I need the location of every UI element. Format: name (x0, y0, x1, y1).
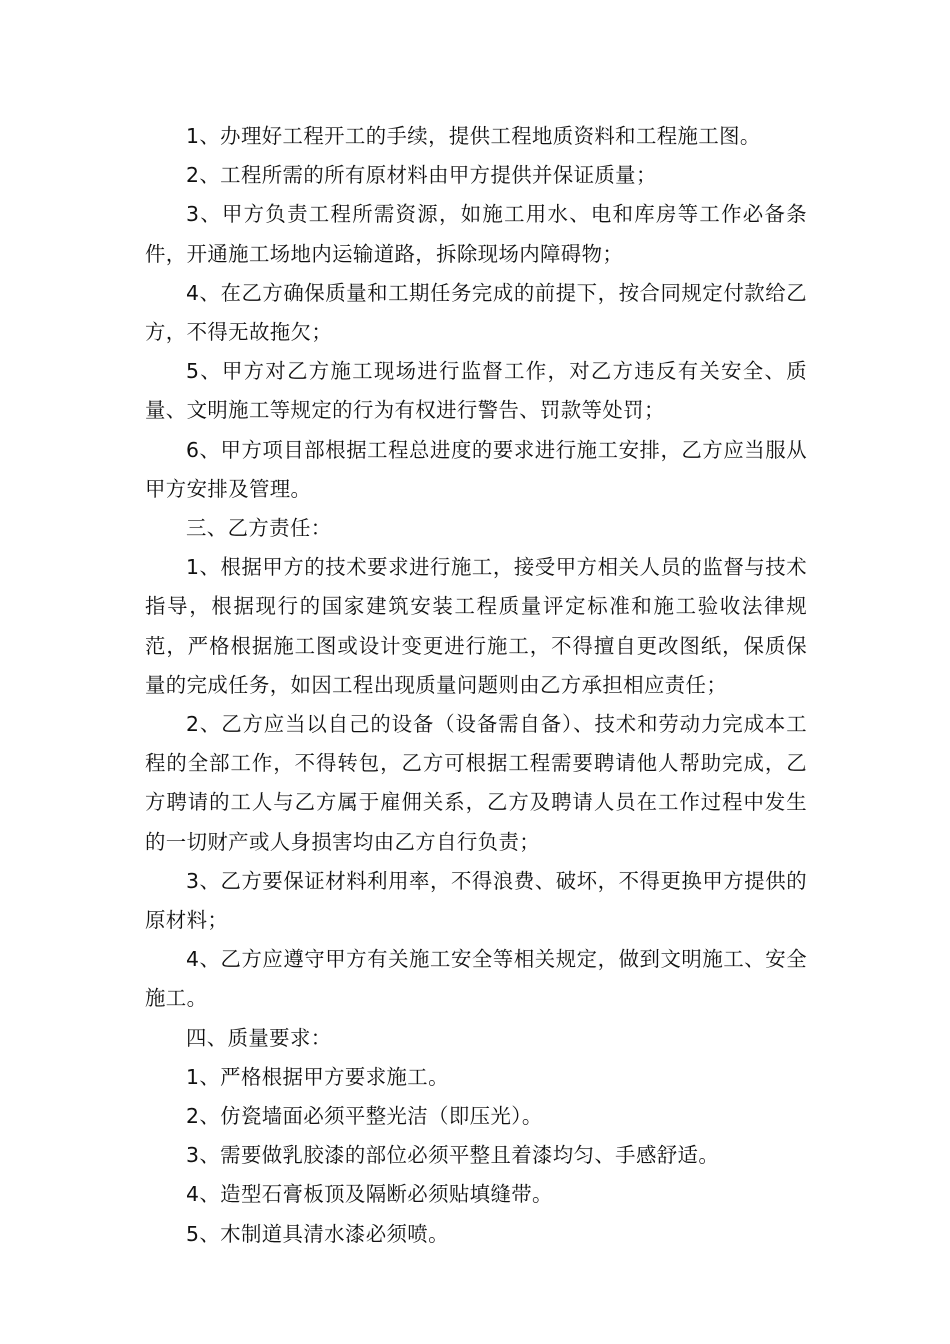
paragraph: 1、办理好工程开工的手续，提供工程地质资料和工程施工图。 (186, 124, 761, 148)
paragraph: 3、乙方要保证材料利用率，不得浪费、破坏，不得更换甲方提供的原材料； (145, 868, 807, 933)
document-body (145, 117, 807, 1254)
paragraph: 1、严格根据甲方要求施工。 (186, 1064, 449, 1089)
paragraph: 2、仿瓷墙面必须平整光洁（即压光）。 (186, 1104, 543, 1129)
paragraph: 4、造型石膏板顶及隔断必须贴填缝带。 (186, 1182, 553, 1207)
paragraph: 4、在乙方确保质量和工期任务完成的前提下，按合同规定付款给乙方，不得无故拖欠； (145, 280, 807, 345)
paragraph: 4、乙方应遵守甲方有关施工安全等相关规定，做到文明施工、安全施工。 (145, 947, 807, 1011)
paragraph: 2、工程所需的所有原材料由甲方提供并保证质量； (186, 163, 657, 188)
paragraph: 5、甲方对乙方施工现场进行监督工作，对乙方违反有关安全、质量、文明施工等规定的行为有权进行警告、罚款等处罚； (145, 359, 807, 423)
paragraph: 5、木制道具清水漆必须喷。 (186, 1221, 449, 1246)
paragraph: 3、需要做乳胶漆的部位必须平整且着漆均匀、手感舒适。 (186, 1143, 720, 1168)
paragraph: 6、甲方项目部根据工程总进度的要求进行施工安排，乙方应当服从甲方安排及管理。 (145, 437, 807, 501)
section-heading: 三、乙方责任： (186, 516, 332, 541)
paragraph: 3、甲方负责工程所需资源，如施工用水、电和库房等工作必备条件，开通施工场地内运输道路，拆除现场内障碍物； (145, 202, 807, 266)
paragraph: 2、乙方应当以自己的设备（设备需自备）、技术和劳动力完成本工程的全部工作，不得转包，乙方可根据工程需要聘请他人帮助完成，乙方聘请的工人与乙方属于雇佣关系，乙方及聘请人员在工作过程中发生的一切财产或人身损害均由乙方自行负责； (145, 712, 807, 854)
paragraph: 1、根据甲方的技术要求进行施工，接受甲方相关人员的监督与技术指导，根据现行的国家建筑安装工程质量评定标准和施工验收法律规范，严格根据施工图或设计变更进行施工，不得擅自更改图纸，保质保量的完成任务，如因工程出现质量问题则由乙方承担相应责任； (145, 555, 807, 697)
section-heading: 四、质量要求： (186, 1025, 332, 1050)
